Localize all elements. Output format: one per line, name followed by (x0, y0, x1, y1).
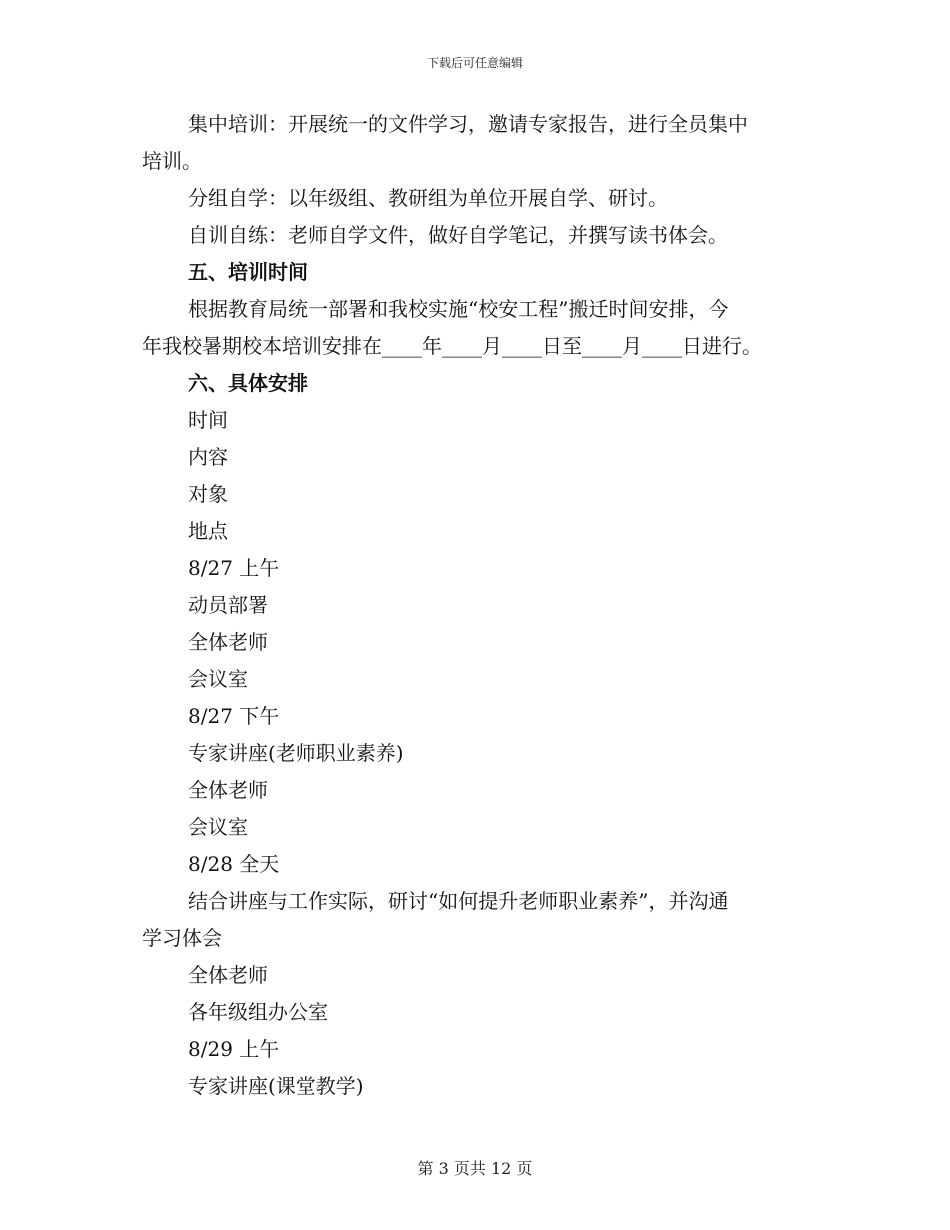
text-line: 对象 (188, 482, 228, 506)
text-line: 各年级组办公室 (188, 1000, 328, 1024)
text-line: 结合讲座与工作实际，研讨“如何提升老师职业素养”，并沟通 (188, 889, 729, 913)
text-line: 自训自练：老师自学文件，做好自学笔记，并撰写读书体会。 (188, 223, 728, 247)
page-footer: 第 3 页共 12 页 (417, 1159, 533, 1178)
text-line: 全体老师 (188, 963, 268, 987)
text-line: 8/27 上午 (188, 556, 280, 580)
section-heading: 五、培训时间 (188, 260, 308, 284)
text-line: 培训。 (142, 149, 202, 173)
text-line: 时间 (188, 408, 228, 432)
page-header: 下载后可任意编辑 (426, 56, 523, 70)
text-line: 会议室 (188, 667, 248, 691)
text-line: 根据教育局统一部署和我校实施“校安工程”搬迁时间安排，今 (188, 297, 729, 321)
text-line: 专家讲座(老师职业素养) (188, 741, 404, 765)
text-line: 全体老师 (188, 630, 268, 654)
document-body (142, 106, 806, 1105)
text-line: 学习体会 (142, 926, 222, 950)
section-heading: 六、具体安排 (188, 371, 308, 395)
text-line: 地点 (188, 519, 228, 543)
text-line: 8/28 全天 (188, 852, 280, 876)
text-line: 年我校暑期校本培训安排在____年____月____日至____月____日进行。 (142, 334, 762, 358)
text-line: 会议室 (188, 815, 248, 839)
text-line: 动员部署 (188, 593, 268, 617)
text-line: 全体老师 (188, 778, 268, 802)
text-line: 专家讲座(课堂教学) (188, 1074, 364, 1098)
text-line: 分组自学：以年级组、教研组为单位开展自学、研讨。 (188, 186, 668, 210)
text-line: 8/27 下午 (188, 704, 280, 728)
text-line: 8/29 上午 (188, 1037, 280, 1061)
text-line: 内容 (188, 445, 228, 469)
text-line: 集中培训：开展统一的文件学习，邀请专家报告，进行全员集中 (188, 112, 748, 136)
